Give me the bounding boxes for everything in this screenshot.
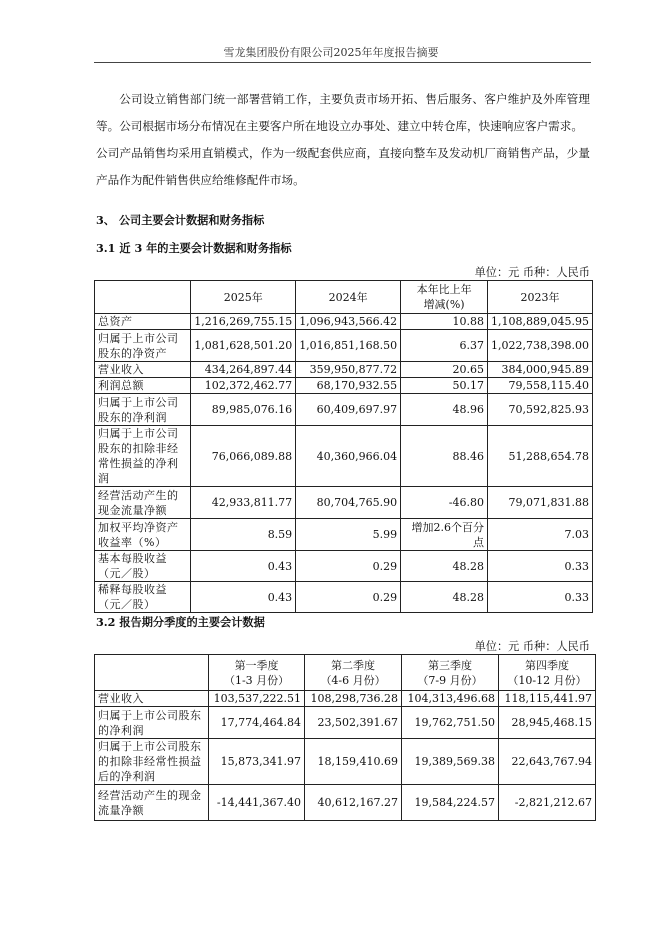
- cell-value: 68,170,932.55: [296, 378, 401, 394]
- cell-value: 1,096,943,566.42: [296, 314, 401, 330]
- cell-value: 48.28: [401, 551, 488, 582]
- cell-value: 76,066,089.88: [191, 426, 296, 487]
- cell-value: 10.88: [401, 314, 488, 330]
- cell-value: 108,298,736.28: [305, 691, 402, 707]
- column-header: 第四季度 （10-12 月份）: [499, 655, 596, 691]
- section-3-2-title: 3.2 报告期分季度的主要会计数据: [96, 615, 265, 629]
- row-label: 基本每股收益（元／股）: [95, 551, 191, 582]
- cell-value: -14,441,367.40: [209, 785, 305, 821]
- table-row: [95, 582, 593, 613]
- cell-value: 0.29: [296, 582, 401, 613]
- cell-value: 8.59: [191, 519, 296, 551]
- table-row: [95, 691, 596, 707]
- row-label: 归属于上市公司股东的净利润: [95, 394, 191, 426]
- row-label: 稀释每股收益（元／股）: [95, 582, 191, 613]
- table-row: [95, 487, 593, 519]
- row-label: 归属于上市公司股东的扣除非经常性损益的净利润: [95, 426, 191, 487]
- cell-value: 22,643,767.94: [499, 739, 596, 785]
- cell-value: 103,537,222.51: [209, 691, 305, 707]
- table1-unit: 单位：元 币种：人民币: [474, 266, 590, 279]
- row-label: 归属于上市公司股东的净资产: [95, 330, 191, 362]
- table-row: [95, 519, 593, 551]
- cell-value: 50.17: [401, 378, 488, 394]
- intro-paragraph-2: 公司产品销售均采用直销模式，作为一级配套供应商，直接向整车及发动机厂商销售产品，少量产品作为配件销售供应给维修配件市场。: [96, 146, 590, 187]
- cell-value: 118,115,441.97: [499, 691, 596, 707]
- cell-value: 70,592,825.93: [488, 394, 593, 426]
- cell-value: 19,762,751.50: [402, 707, 499, 739]
- cell-value: 79,071,831.88: [488, 487, 593, 519]
- column-header: 2024年: [296, 281, 401, 314]
- row-label: 归属于上市公司股东的净利润: [95, 707, 209, 739]
- cell-value: 28,945,468.15: [499, 707, 596, 739]
- cell-value: 7.03: [488, 519, 593, 551]
- cell-value: 60,409,697.97: [296, 394, 401, 426]
- column-header: [95, 655, 209, 691]
- cell-value: 1,108,889,045.95: [488, 314, 593, 330]
- table-row: [95, 314, 593, 330]
- cell-value: 0.29: [296, 551, 401, 582]
- column-header: 第一季度 （1-3 月份）: [209, 655, 305, 691]
- cell-value: 0.33: [488, 582, 593, 613]
- cell-value: 88.46: [401, 426, 488, 487]
- cell-value: 80,704,765.90: [296, 487, 401, 519]
- cell-value: 1,216,269,755.15: [191, 314, 296, 330]
- table-header-row: [95, 655, 596, 691]
- column-header: [95, 281, 191, 314]
- page-header: 雪龙集团股份有限公司2025年年度报告摘要: [223, 46, 439, 59]
- cell-value: 1,022,738,398.00: [488, 330, 593, 362]
- cell-value: 15,873,341.97: [209, 739, 305, 785]
- table-row: [95, 394, 593, 426]
- column-header: 2023年: [488, 281, 593, 314]
- cell-value: 增加2.6个百分点: [401, 519, 488, 551]
- row-label: 经营活动产生的现金流量净额: [95, 487, 191, 519]
- cell-value: 48.96: [401, 394, 488, 426]
- cell-value: 0.43: [191, 551, 296, 582]
- cell-value: 17,774,464.84: [209, 707, 305, 739]
- cell-value: 359,950,877.72: [296, 362, 401, 378]
- row-label: 利润总额: [95, 378, 191, 394]
- table-row: [95, 362, 593, 378]
- cell-value: 20.65: [401, 362, 488, 378]
- cell-value: -46.80: [401, 487, 488, 519]
- row-label: 经营活动产生的现金流量净额: [95, 785, 209, 821]
- row-label: 加权平均净资产收益率（%）: [95, 519, 191, 551]
- intro-paragraph-1: 公司设立销售部门统一部署营销工作，主要负责市场开拓、售后服务、客户维护及外库管理等。公司根据市场分布情况在主要客户所在地设立办事处、建立中转仓库，快速响应客户需求。: [96, 92, 590, 133]
- cell-value: 0.43: [191, 582, 296, 613]
- row-label: 营业收入: [95, 691, 209, 707]
- cell-value: 23,502,391.67: [305, 707, 402, 739]
- table2-unit: 单位：元 币种：人民币: [474, 640, 590, 653]
- cell-value: 384,000,945.89: [488, 362, 593, 378]
- row-label: 营业收入: [95, 362, 191, 378]
- table-row: [95, 785, 596, 821]
- cell-value: 0.33: [488, 551, 593, 582]
- table-row: [95, 739, 596, 785]
- cell-value: -2,821,212.67: [499, 785, 596, 821]
- row-label: 归属于上市公司股东的扣除非经常性损益后的净利润: [95, 739, 209, 785]
- cell-value: 18,159,410.69: [305, 739, 402, 785]
- table-row: [95, 330, 593, 362]
- table-row: [95, 378, 593, 394]
- section-3-title: 3、 公司主要会计数据和财务指标: [96, 213, 265, 227]
- cell-value: 89,985,076.16: [191, 394, 296, 426]
- cell-value: 42,933,811.77: [191, 487, 296, 519]
- cell-value: 40,612,167.27: [305, 785, 402, 821]
- cell-value: 1,081,628,501.20: [191, 330, 296, 362]
- cell-value: 1,016,851,168.50: [296, 330, 401, 362]
- section-3-1-title: 3.1 近 3 年的主要会计数据和财务指标: [96, 241, 292, 255]
- row-label: 总资产: [95, 314, 191, 330]
- table-row: [95, 707, 596, 739]
- header-rule: [94, 62, 591, 63]
- cell-value: 104,313,496.68: [402, 691, 499, 707]
- cell-value: 19,389,569.38: [402, 739, 499, 785]
- column-header: 第三季度 （7-9 月份）: [402, 655, 499, 691]
- column-header: 本年比上年 增减(%): [401, 281, 488, 314]
- financial-table: [94, 280, 593, 613]
- cell-value: 19,584,224.57: [402, 785, 499, 821]
- column-header: 第二季度 （4-6 月份）: [305, 655, 402, 691]
- cell-value: 40,360,966.04: [296, 426, 401, 487]
- quarterly-table: [94, 654, 596, 821]
- cell-value: 5.99: [296, 519, 401, 551]
- cell-value: 79,558,115.40: [488, 378, 593, 394]
- table-row: [95, 426, 593, 487]
- table-row: [95, 551, 593, 582]
- column-header: 2025年: [191, 281, 296, 314]
- cell-value: 434,264,897.44: [191, 362, 296, 378]
- cell-value: 48.28: [401, 582, 488, 613]
- cell-value: 51,288,654.78: [488, 426, 593, 487]
- table-header-row: [95, 281, 593, 314]
- cell-value: 102,372,462.77: [191, 378, 296, 394]
- cell-value: 6.37: [401, 330, 488, 362]
